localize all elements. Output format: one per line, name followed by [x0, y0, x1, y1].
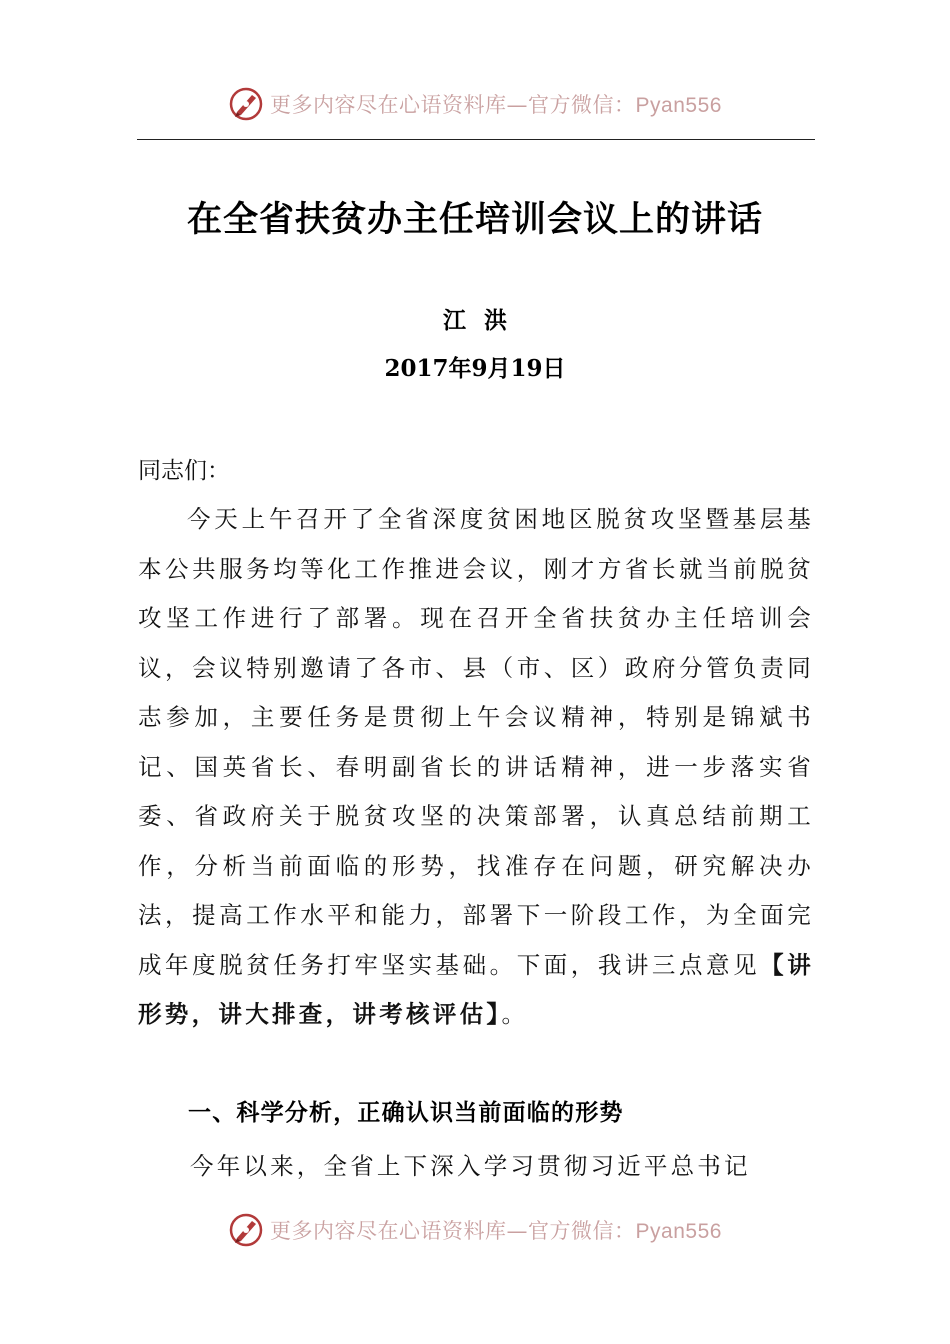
- section-1-heading: 一、科学分析，正确认识当前面临的形势: [188, 1100, 624, 1126]
- watermark-text: 更多内容尽在心语资料库—官方微信：Pyan556: [270, 93, 722, 117]
- footer-watermark: [0, 1208, 950, 1252]
- intro-text: 今天上午召开了全省深度贫困地区脱贫攻坚暨基层基本公共服务均等化工作推进会议，刚才方省长就当前脱贫攻坚工作进行了部署。现在召开全省扶贫办主任培训会议，会议特别邀请了各市、县（市、区）政府分管负责同志参加，主要任务是贯彻上午会议精神，特别是锦斌书记、国英省长、春明副省长的讲话精神，进一步落实省委、省政府关于脱贫攻坚的决策部署，认真总结前期工作，分析当前面临的形势，找准存在问题，研究解决办法，提高工作水平和能力，部署下一阶段工作，为全面完成年度脱贫任务打牢坚实基础。下面，我讲三点意见: [138, 505, 814, 979]
- header-divider: [137, 139, 815, 140]
- pen-logo-icon: [228, 86, 264, 122]
- author-name: 江洪: [443, 307, 525, 334]
- section-1-first-line: 今年以来，全省上下深入学习贯彻习近平总书记: [190, 1152, 751, 1180]
- watermark-text: 更多内容尽在心语资料库—官方微信：Pyan556: [270, 1219, 722, 1243]
- header-watermark: [0, 82, 950, 126]
- intro-emphasis: 【讲形势，讲大排查，讲考核评估】: [138, 950, 814, 1028]
- salutation: 同志们：: [138, 458, 230, 484]
- document-title: 在全省扶贫办主任培训会议上的讲话: [186, 199, 763, 240]
- pen-logo-icon: [228, 1212, 264, 1248]
- intro-end: 。: [501, 1000, 529, 1028]
- intro-paragraph: [138, 495, 814, 1040]
- speech-date: 2017年9月19日: [384, 355, 566, 382]
